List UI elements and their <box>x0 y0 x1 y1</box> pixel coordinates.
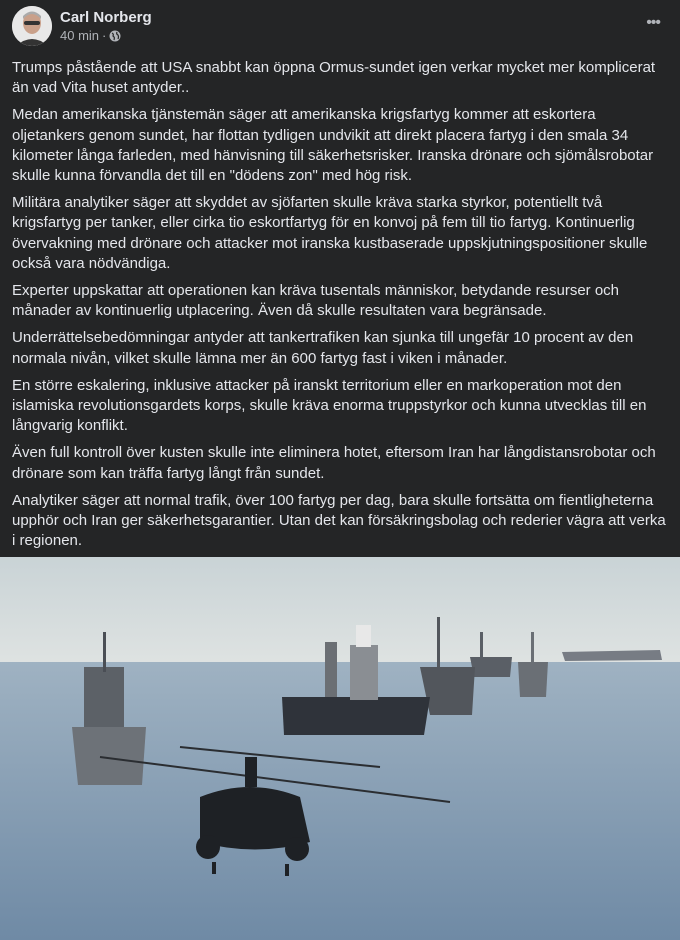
paragraph: Även full kontroll över kusten skulle inte eliminera hotet, eftersom Iran har långdistansrobotar och drönare som kan träffa fartyg långt från sundet. <box>12 444 656 482</box>
paragraph: Trumps påstående att USA snabbt kan öppna Ormus-sundet igen verkar mycket mer komplicerat än vad Vita huset antyder.. <box>12 59 656 97</box>
post-header <box>0 0 680 58</box>
separator: · <box>102 28 107 43</box>
paragraph: Militära analytiker säger att skyddet av sjöfarten skulle kräva starka styrkor, potentiellt två krigsfartyg per tanker, eller cirka tio eskortfartyg för en konvoj på fem till tio fartyg. Kontinuerlig övervakning med drönare och attacker mot iranska kustbaserade uppskjutningspositioner skulle också vara nödvändiga. <box>12 194 648 272</box>
paragraph: Experter uppskattar att operationen kan kräva tusentals människor, betydande resurser och månader av kontinuerlig utplacering. Även då skulle resultaten vara begränsade. <box>12 282 620 320</box>
post-text <box>0 58 680 551</box>
more-options-button[interactable]: ••• <box>646 14 660 31</box>
paragraph: Medan amerikanska tjänstemän säger att amerikanska krigsfartyg kommer att eskortera oljetankers genom sundet, har flottan tydligen undvikit att direkt placera fartyg i den smala 34 kilometer långa farleden, med hänvisning till säkerhetsrisker. Iranska drönare och sjömålsrobotar skulle kunna förvandla det till en "dödens zon" med hög risk. <box>12 106 654 185</box>
globe-icon <box>109 30 121 42</box>
paragraph: Analytiker säger att normal trafik, över 100 fartyg per dag, bara skulle fortsätta om fientligheterna upphör och Iran ger säkerhetsgarantier. Utan det kan försäkringsbolag och rederier vägra att verka i regionen. <box>12 491 666 550</box>
avatar[interactable] <box>12 6 52 46</box>
paragraph: En större eskalering, inklusive attacker på iranskt territorium eller en markoperation mot den islamiska revolutionsgardets korps, skulle kräva enorma truppstyrkor och kunna utvecklas till en långvarig konflikt. <box>12 376 647 435</box>
author-name[interactable]: Carl Norberg <box>60 9 152 26</box>
post-time[interactable]: 40 min <box>60 28 100 43</box>
post-photo[interactable] <box>0 557 680 940</box>
paragraph: Underrättelsebedömningar antyder att tankertrafiken kan sjunka till ungefär 10 procent av den normala nivån, vilket skulle lämna mer än 600 fartyg fast i viken i månader. <box>12 329 634 367</box>
avatar-image <box>12 6 52 46</box>
sky <box>0 557 680 667</box>
